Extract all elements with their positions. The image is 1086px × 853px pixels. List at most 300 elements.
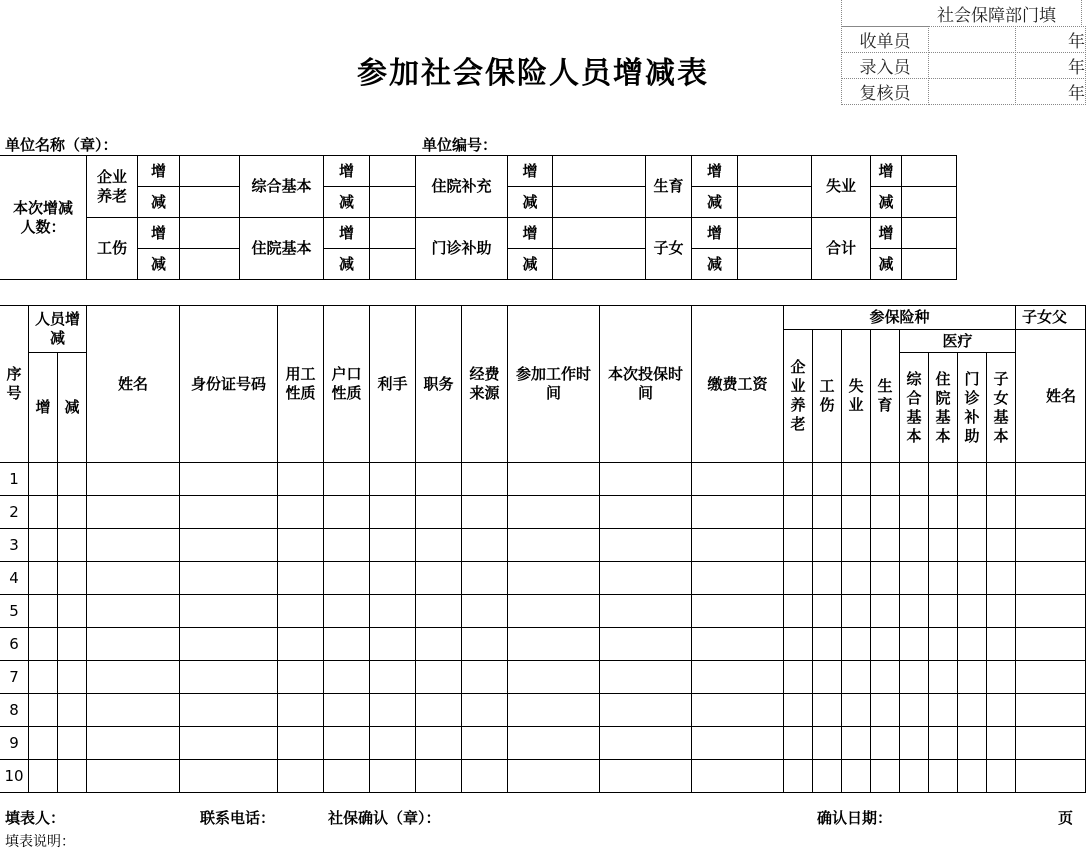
header-medical-label: 医疗: [942, 331, 973, 350]
header-pension: [783, 329, 813, 463]
table-cell[interactable]: [277, 495, 324, 529]
table-cell[interactable]: [57, 528, 87, 562]
table-cell[interactable]: [870, 462, 900, 496]
row-number-label: 1: [9, 469, 19, 488]
row-number: [0, 561, 29, 595]
table-cell[interactable]: [812, 660, 842, 694]
table-cell[interactable]: [928, 627, 958, 661]
header-funding-label: 经费来源: [469, 365, 500, 402]
table-cell[interactable]: [870, 660, 900, 694]
table-cell[interactable]: [812, 495, 842, 529]
table-cell[interactable]: [599, 594, 692, 628]
table-cell[interactable]: [507, 528, 600, 562]
table-cell[interactable]: [783, 594, 813, 628]
table-cell[interactable]: [86, 594, 180, 628]
row-number: [0, 495, 29, 529]
table-cell[interactable]: [899, 693, 929, 727]
table-cell[interactable]: [986, 693, 1016, 727]
table-cell[interactable]: [461, 528, 508, 562]
table-cell[interactable]: [986, 561, 1016, 595]
table-cell[interactable]: [928, 528, 958, 562]
table-cell[interactable]: [1015, 726, 1086, 760]
row-number: [0, 693, 29, 727]
table-cell[interactable]: [986, 627, 1016, 661]
table-cell[interactable]: [461, 627, 508, 661]
dept-date-field[interactable]: [1015, 26, 1086, 53]
table-cell[interactable]: [1015, 660, 1086, 694]
table-cell[interactable]: [841, 759, 871, 793]
summary-inc-label: [870, 217, 902, 249]
table-cell[interactable]: [986, 495, 1016, 529]
dept-date-field-label: 年: [1068, 58, 1085, 78]
table-cell[interactable]: [179, 594, 278, 628]
summary-inc-input[interactable]: [552, 155, 646, 187]
table-cell[interactable]: [841, 561, 871, 595]
table-cell[interactable]: [783, 528, 813, 562]
table-cell[interactable]: [928, 726, 958, 760]
table-cell[interactable]: [28, 528, 58, 562]
table-cell[interactable]: [899, 594, 929, 628]
table-cell[interactable]: [691, 759, 784, 793]
table-cell[interactable]: [812, 627, 842, 661]
footer-page: [1058, 807, 1073, 828]
unit-name-label-label: 单位名称（章）：: [5, 136, 118, 154]
summary-dec-label-label: 减: [522, 192, 538, 211]
table-cell[interactable]: [179, 726, 278, 760]
table-cell[interactable]: [461, 759, 508, 793]
summary-category-label: 住院补充: [431, 177, 492, 195]
summary-inc-input[interactable]: [179, 217, 240, 249]
summary-category-label: 工伤: [96, 239, 127, 257]
table-cell[interactable]: [57, 627, 87, 661]
row-number-label: 7: [9, 667, 19, 686]
table-cell[interactable]: [507, 660, 600, 694]
table-cell[interactable]: [928, 660, 958, 694]
table-cell[interactable]: [277, 594, 324, 628]
table-cell[interactable]: [323, 660, 370, 694]
summary-dec-input[interactable]: [552, 248, 646, 280]
table-cell[interactable]: [415, 561, 462, 595]
table-cell[interactable]: [957, 660, 987, 694]
table-cell[interactable]: [599, 495, 692, 529]
summary-dec-label-label: 减: [338, 254, 354, 273]
table-cell[interactable]: [957, 594, 987, 628]
row-number: [0, 462, 29, 496]
table-cell[interactable]: [461, 726, 508, 760]
summary-inc-label-label: 增: [706, 223, 722, 242]
footer-confirm-label: 社保确认（章）：: [328, 809, 441, 827]
table-cell[interactable]: [86, 660, 180, 694]
table-cell[interactable]: [599, 660, 692, 694]
summary-inc-label: [323, 217, 370, 249]
table-cell[interactable]: [369, 495, 416, 529]
table-cell[interactable]: [986, 594, 1016, 628]
table-cell[interactable]: [277, 660, 324, 694]
table-cell[interactable]: [323, 462, 370, 496]
table-cell[interactable]: [986, 759, 1016, 793]
table-cell[interactable]: [928, 759, 958, 793]
table-cell[interactable]: [870, 495, 900, 529]
dept-signature-field[interactable]: [928, 52, 1016, 79]
table-cell[interactable]: [461, 693, 508, 727]
row-number-label: 4: [9, 568, 19, 587]
table-cell[interactable]: [461, 561, 508, 595]
table-cell[interactable]: [691, 627, 784, 661]
table-cell[interactable]: [323, 495, 370, 529]
table-cell[interactable]: [461, 660, 508, 694]
table-cell[interactable]: [812, 561, 842, 595]
table-cell[interactable]: [599, 627, 692, 661]
table-cell[interactable]: [870, 693, 900, 727]
table-cell[interactable]: [323, 693, 370, 727]
table-cell[interactable]: [691, 660, 784, 694]
summary-category-label: 子女: [653, 239, 684, 257]
table-cell[interactable]: [179, 693, 278, 727]
table-cell[interactable]: [277, 561, 324, 595]
table-cell[interactable]: [369, 759, 416, 793]
dept-date-field[interactable]: [1015, 52, 1086, 79]
table-cell[interactable]: [841, 726, 871, 760]
table-cell[interactable]: [369, 726, 416, 760]
table-cell[interactable]: [86, 462, 180, 496]
table-cell[interactable]: [1015, 528, 1086, 562]
table-cell[interactable]: [691, 495, 784, 529]
table-cell[interactable]: [1015, 462, 1086, 496]
header-med-hospital-label: 住院基本: [935, 369, 951, 445]
table-cell[interactable]: [899, 759, 929, 793]
summary-inc-label: [507, 217, 553, 249]
table-cell[interactable]: [28, 495, 58, 529]
summary-inc-input[interactable]: [901, 155, 957, 187]
summary-dec-label-label: 减: [150, 254, 166, 273]
header-med-hospital: [928, 352, 958, 463]
summary-inc-label-label: 增: [150, 161, 166, 180]
table-cell[interactable]: [57, 759, 87, 793]
summary-dec-input[interactable]: [369, 186, 416, 218]
table-cell[interactable]: [86, 627, 180, 661]
table-cell[interactable]: [507, 726, 600, 760]
summary-dec-input[interactable]: [737, 248, 812, 280]
table-cell[interactable]: [415, 627, 462, 661]
table-cell[interactable]: [28, 594, 58, 628]
summary-inc-input[interactable]: [737, 217, 812, 249]
table-cell[interactable]: [28, 726, 58, 760]
table-cell[interactable]: [899, 528, 929, 562]
header-inc-label: 增: [35, 398, 51, 416]
table-cell[interactable]: [415, 594, 462, 628]
table-cell[interactable]: [870, 759, 900, 793]
table-cell[interactable]: [783, 627, 813, 661]
table-cell[interactable]: [957, 759, 987, 793]
unit-code-label-label: 单位编号：: [422, 136, 498, 154]
table-cell[interactable]: [986, 528, 1016, 562]
table-cell[interactable]: [86, 759, 180, 793]
table-cell[interactable]: [86, 495, 180, 529]
table-cell[interactable]: [507, 561, 600, 595]
header-name: [86, 305, 180, 463]
summary-dec-input[interactable]: [901, 248, 957, 280]
table-cell[interactable]: [86, 693, 180, 727]
table-cell[interactable]: [277, 462, 324, 496]
table-cell[interactable]: [783, 726, 813, 760]
summary-inc-input[interactable]: [901, 217, 957, 249]
table-cell[interactable]: [323, 561, 370, 595]
table-cell[interactable]: [599, 693, 692, 727]
table-cell[interactable]: [277, 726, 324, 760]
footer-confirm-date-label: 确认日期：: [817, 809, 893, 827]
table-cell[interactable]: [28, 627, 58, 661]
table-cell[interactable]: [461, 462, 508, 496]
header-hand: [369, 305, 416, 463]
table-cell[interactable]: [57, 693, 87, 727]
table-cell[interactable]: [899, 462, 929, 496]
table-cell[interactable]: [179, 495, 278, 529]
table-cell[interactable]: [841, 693, 871, 727]
table-cell[interactable]: [957, 627, 987, 661]
summary-category: [811, 217, 871, 280]
table-cell[interactable]: [899, 726, 929, 760]
table-cell[interactable]: [783, 495, 813, 529]
header-pension-label: 企业养老: [790, 358, 806, 433]
table-cell[interactable]: [369, 561, 416, 595]
table-cell[interactable]: [323, 726, 370, 760]
footer-filler-label: 填表人：: [5, 809, 66, 827]
summary-inc-input[interactable]: [369, 217, 416, 249]
summary-dec-label: [691, 248, 738, 280]
table-cell[interactable]: [841, 528, 871, 562]
summary-dec-input[interactable]: [901, 186, 957, 218]
table-cell[interactable]: [986, 726, 1016, 760]
table-cell[interactable]: [599, 726, 692, 760]
table-cell[interactable]: [783, 660, 813, 694]
table-cell[interactable]: [812, 726, 842, 760]
table-cell[interactable]: [415, 759, 462, 793]
table-cell[interactable]: [928, 693, 958, 727]
table-cell[interactable]: [277, 627, 324, 661]
header-position: [415, 305, 462, 463]
table-cell[interactable]: [783, 462, 813, 496]
summary-inc-input[interactable]: [737, 155, 812, 187]
header-insure-time-label: 本次投保时间: [607, 365, 683, 402]
table-cell[interactable]: [928, 561, 958, 595]
table-cell[interactable]: [870, 528, 900, 562]
table-cell[interactable]: [1015, 627, 1086, 661]
table-cell[interactable]: [812, 693, 842, 727]
table-cell[interactable]: [599, 462, 692, 496]
table-cell[interactable]: [1015, 561, 1086, 595]
summary-inc-input[interactable]: [552, 217, 646, 249]
header-maternity: [870, 329, 900, 463]
table-cell[interactable]: [986, 660, 1016, 694]
table-cell[interactable]: [691, 561, 784, 595]
table-cell[interactable]: [179, 759, 278, 793]
table-cell[interactable]: [57, 561, 87, 595]
table-cell[interactable]: [369, 660, 416, 694]
summary-dec-input[interactable]: [179, 248, 240, 280]
summary-inc-label: [323, 155, 370, 187]
table-cell[interactable]: [461, 594, 508, 628]
table-cell[interactable]: [691, 462, 784, 496]
dept-role-2: [841, 78, 929, 105]
table-cell[interactable]: [415, 660, 462, 694]
table-cell[interactable]: [415, 693, 462, 727]
header-funding: [461, 305, 508, 463]
table-cell[interactable]: [415, 528, 462, 562]
summary-dec-label-label: 减: [878, 254, 894, 273]
dept-signature-field[interactable]: [928, 26, 1016, 53]
table-cell[interactable]: [369, 528, 416, 562]
table-cell[interactable]: [415, 726, 462, 760]
summary-dec-label: [870, 248, 902, 280]
table-cell[interactable]: [57, 594, 87, 628]
table-cell[interactable]: [507, 495, 600, 529]
table-cell[interactable]: [179, 462, 278, 496]
table-cell[interactable]: [57, 495, 87, 529]
table-cell[interactable]: [599, 759, 692, 793]
table-cell[interactable]: [870, 726, 900, 760]
table-cell[interactable]: [957, 693, 987, 727]
table-cell[interactable]: [277, 759, 324, 793]
table-cell[interactable]: [57, 462, 87, 496]
table-cell[interactable]: [957, 726, 987, 760]
table-cell[interactable]: [841, 660, 871, 694]
table-cell[interactable]: [841, 462, 871, 496]
summary-inc-label: [137, 217, 180, 249]
table-cell[interactable]: [507, 594, 600, 628]
table-cell[interactable]: [57, 726, 87, 760]
summary-dec-input[interactable]: [179, 186, 240, 218]
table-cell[interactable]: [507, 627, 600, 661]
table-cell[interactable]: [812, 594, 842, 628]
table-cell[interactable]: [841, 594, 871, 628]
table-cell[interactable]: [179, 627, 278, 661]
summary-inc-label: [691, 217, 738, 249]
table-cell[interactable]: [1015, 693, 1086, 727]
summary-inc-input[interactable]: [369, 155, 416, 187]
table-cell[interactable]: [1015, 495, 1086, 529]
header-hand-label: 利手: [377, 374, 408, 393]
table-cell[interactable]: [323, 759, 370, 793]
summary-inc-input[interactable]: [179, 155, 240, 187]
summary-category-label: 生育: [653, 177, 684, 195]
header-injury-label: 工伤: [819, 377, 835, 414]
summary-dec-input[interactable]: [737, 186, 812, 218]
table-cell[interactable]: [928, 495, 958, 529]
table-cell[interactable]: [28, 462, 58, 496]
table-cell[interactable]: [86, 528, 180, 562]
table-cell[interactable]: [599, 528, 692, 562]
table-cell[interactable]: [691, 594, 784, 628]
table-cell[interactable]: [86, 726, 180, 760]
table-cell[interactable]: [899, 561, 929, 595]
table-cell[interactable]: [86, 561, 180, 595]
table-cell[interactable]: [928, 594, 958, 628]
summary-dec-label-label: 减: [706, 192, 722, 211]
header-med-child: [986, 352, 1016, 463]
table-cell[interactable]: [415, 462, 462, 496]
table-cell[interactable]: [599, 561, 692, 595]
table-cell[interactable]: [870, 627, 900, 661]
table-cell[interactable]: [783, 693, 813, 727]
table-cell[interactable]: [870, 594, 900, 628]
header-dec-label: 减: [64, 398, 80, 416]
header-change: [28, 305, 87, 353]
table-cell[interactable]: [691, 528, 784, 562]
table-cell[interactable]: [28, 660, 58, 694]
summary-dec-label: [323, 248, 370, 280]
table-cell[interactable]: [179, 528, 278, 562]
table-cell[interactable]: [899, 495, 929, 529]
table-cell[interactable]: [369, 462, 416, 496]
table-cell[interactable]: [323, 528, 370, 562]
table-cell[interactable]: [507, 462, 600, 496]
table-cell[interactable]: [899, 660, 929, 694]
table-cell[interactable]: [507, 759, 600, 793]
table-cell[interactable]: [507, 693, 600, 727]
table-cell[interactable]: [28, 759, 58, 793]
table-cell[interactable]: [928, 462, 958, 496]
table-cell[interactable]: [957, 528, 987, 562]
table-cell[interactable]: [783, 759, 813, 793]
table-cell[interactable]: [841, 627, 871, 661]
table-cell[interactable]: [1015, 759, 1086, 793]
table-cell[interactable]: [841, 495, 871, 529]
table-cell[interactable]: [691, 726, 784, 760]
summary-inc-label-label: 增: [522, 161, 538, 180]
table-cell[interactable]: [957, 561, 987, 595]
summary-category-label: 企业养老: [96, 167, 127, 205]
table-cell[interactable]: [691, 693, 784, 727]
table-cell[interactable]: [957, 495, 987, 529]
table-cell[interactable]: [28, 561, 58, 595]
table-cell[interactable]: [323, 594, 370, 628]
row-number-label: 10: [4, 766, 24, 785]
table-cell[interactable]: [812, 462, 842, 496]
header-inc: [28, 352, 58, 463]
table-cell[interactable]: [899, 627, 929, 661]
table-cell[interactable]: [986, 462, 1016, 496]
dept-date-field[interactable]: [1015, 78, 1086, 105]
table-cell[interactable]: [812, 528, 842, 562]
summary-dec-label: [507, 186, 553, 218]
table-cell[interactable]: [179, 561, 278, 595]
table-cell[interactable]: [28, 693, 58, 727]
dept-signature-field[interactable]: [928, 78, 1016, 105]
table-cell[interactable]: [277, 528, 324, 562]
table-cell[interactable]: [783, 561, 813, 595]
table-cell[interactable]: [277, 693, 324, 727]
table-cell[interactable]: [369, 594, 416, 628]
summary-category: [239, 155, 324, 218]
footer-confirm: [328, 807, 441, 828]
header-unemployment: [841, 329, 871, 463]
header-child-name-label: 姓名: [1046, 386, 1077, 405]
table-cell[interactable]: [369, 627, 416, 661]
row-number: [0, 726, 29, 760]
table-cell[interactable]: [369, 693, 416, 727]
summary-dec-input[interactable]: [552, 186, 646, 218]
table-cell[interactable]: [957, 462, 987, 496]
table-cell[interactable]: [1015, 594, 1086, 628]
table-cell[interactable]: [57, 660, 87, 694]
table-cell[interactable]: [870, 561, 900, 595]
summary-dec-input[interactable]: [369, 248, 416, 280]
table-cell[interactable]: [415, 495, 462, 529]
table-cell[interactable]: [812, 759, 842, 793]
table-cell[interactable]: [323, 627, 370, 661]
table-cell[interactable]: [179, 660, 278, 694]
table-cell[interactable]: [461, 495, 508, 529]
